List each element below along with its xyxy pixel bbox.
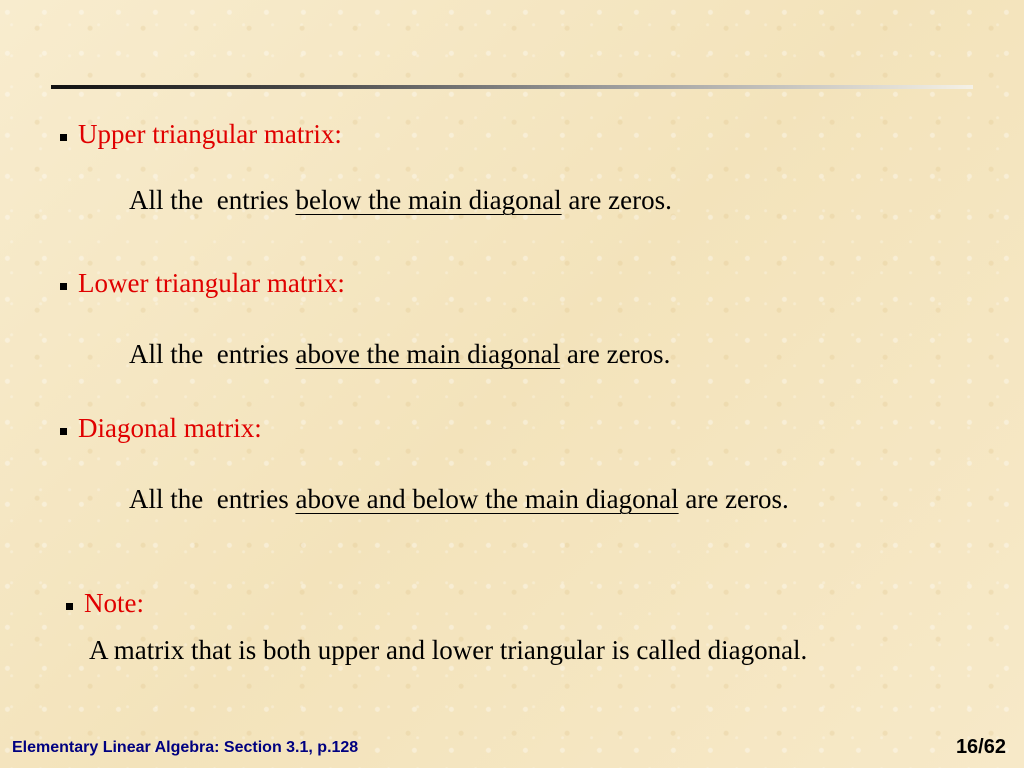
definition-prefix: All the entries <box>129 339 296 369</box>
heading-note: Note: <box>84 588 144 618</box>
definition-lower-triangular <box>129 338 670 370</box>
definition-prefix: All the entries <box>129 484 296 514</box>
heading-diagonal: Diagonal matrix: <box>78 413 262 443</box>
square-bullet-icon <box>60 428 67 435</box>
footer-source: Elementary Linear Algebra: Section 3.1, p.128 <box>12 739 359 756</box>
definition-suffix: are zeros. <box>561 185 672 215</box>
definition-suffix: are zeros. <box>678 484 789 514</box>
definition-diagonal <box>129 483 789 515</box>
definition-suffix: are zeros. <box>560 339 671 369</box>
definition-underlined: below the main diagonal <box>295 185 562 215</box>
heading-lower-triangular: Lower triangular matrix: <box>78 268 345 298</box>
bullet-upper-triangular <box>60 118 342 150</box>
definition-upper-triangular <box>129 184 672 216</box>
bullet-lower-triangular <box>60 267 345 299</box>
heading-upper-triangular: Upper triangular matrix: <box>78 119 342 149</box>
page-number: 16/62 <box>955 736 1006 758</box>
square-bullet-icon <box>60 134 67 141</box>
title-divider-rule <box>51 85 973 89</box>
bullet-note <box>66 587 144 619</box>
definition-underlined: above and below the main diagonal <box>295 484 679 514</box>
definition-prefix: All the entries <box>129 185 296 215</box>
note-text: A matrix that is both upper and lower triangular is called diagonal. <box>89 635 808 665</box>
bullet-diagonal <box>60 412 262 444</box>
square-bullet-icon <box>66 603 73 610</box>
definition-underlined: above the main diagonal <box>295 339 561 369</box>
square-bullet-icon <box>60 283 67 290</box>
